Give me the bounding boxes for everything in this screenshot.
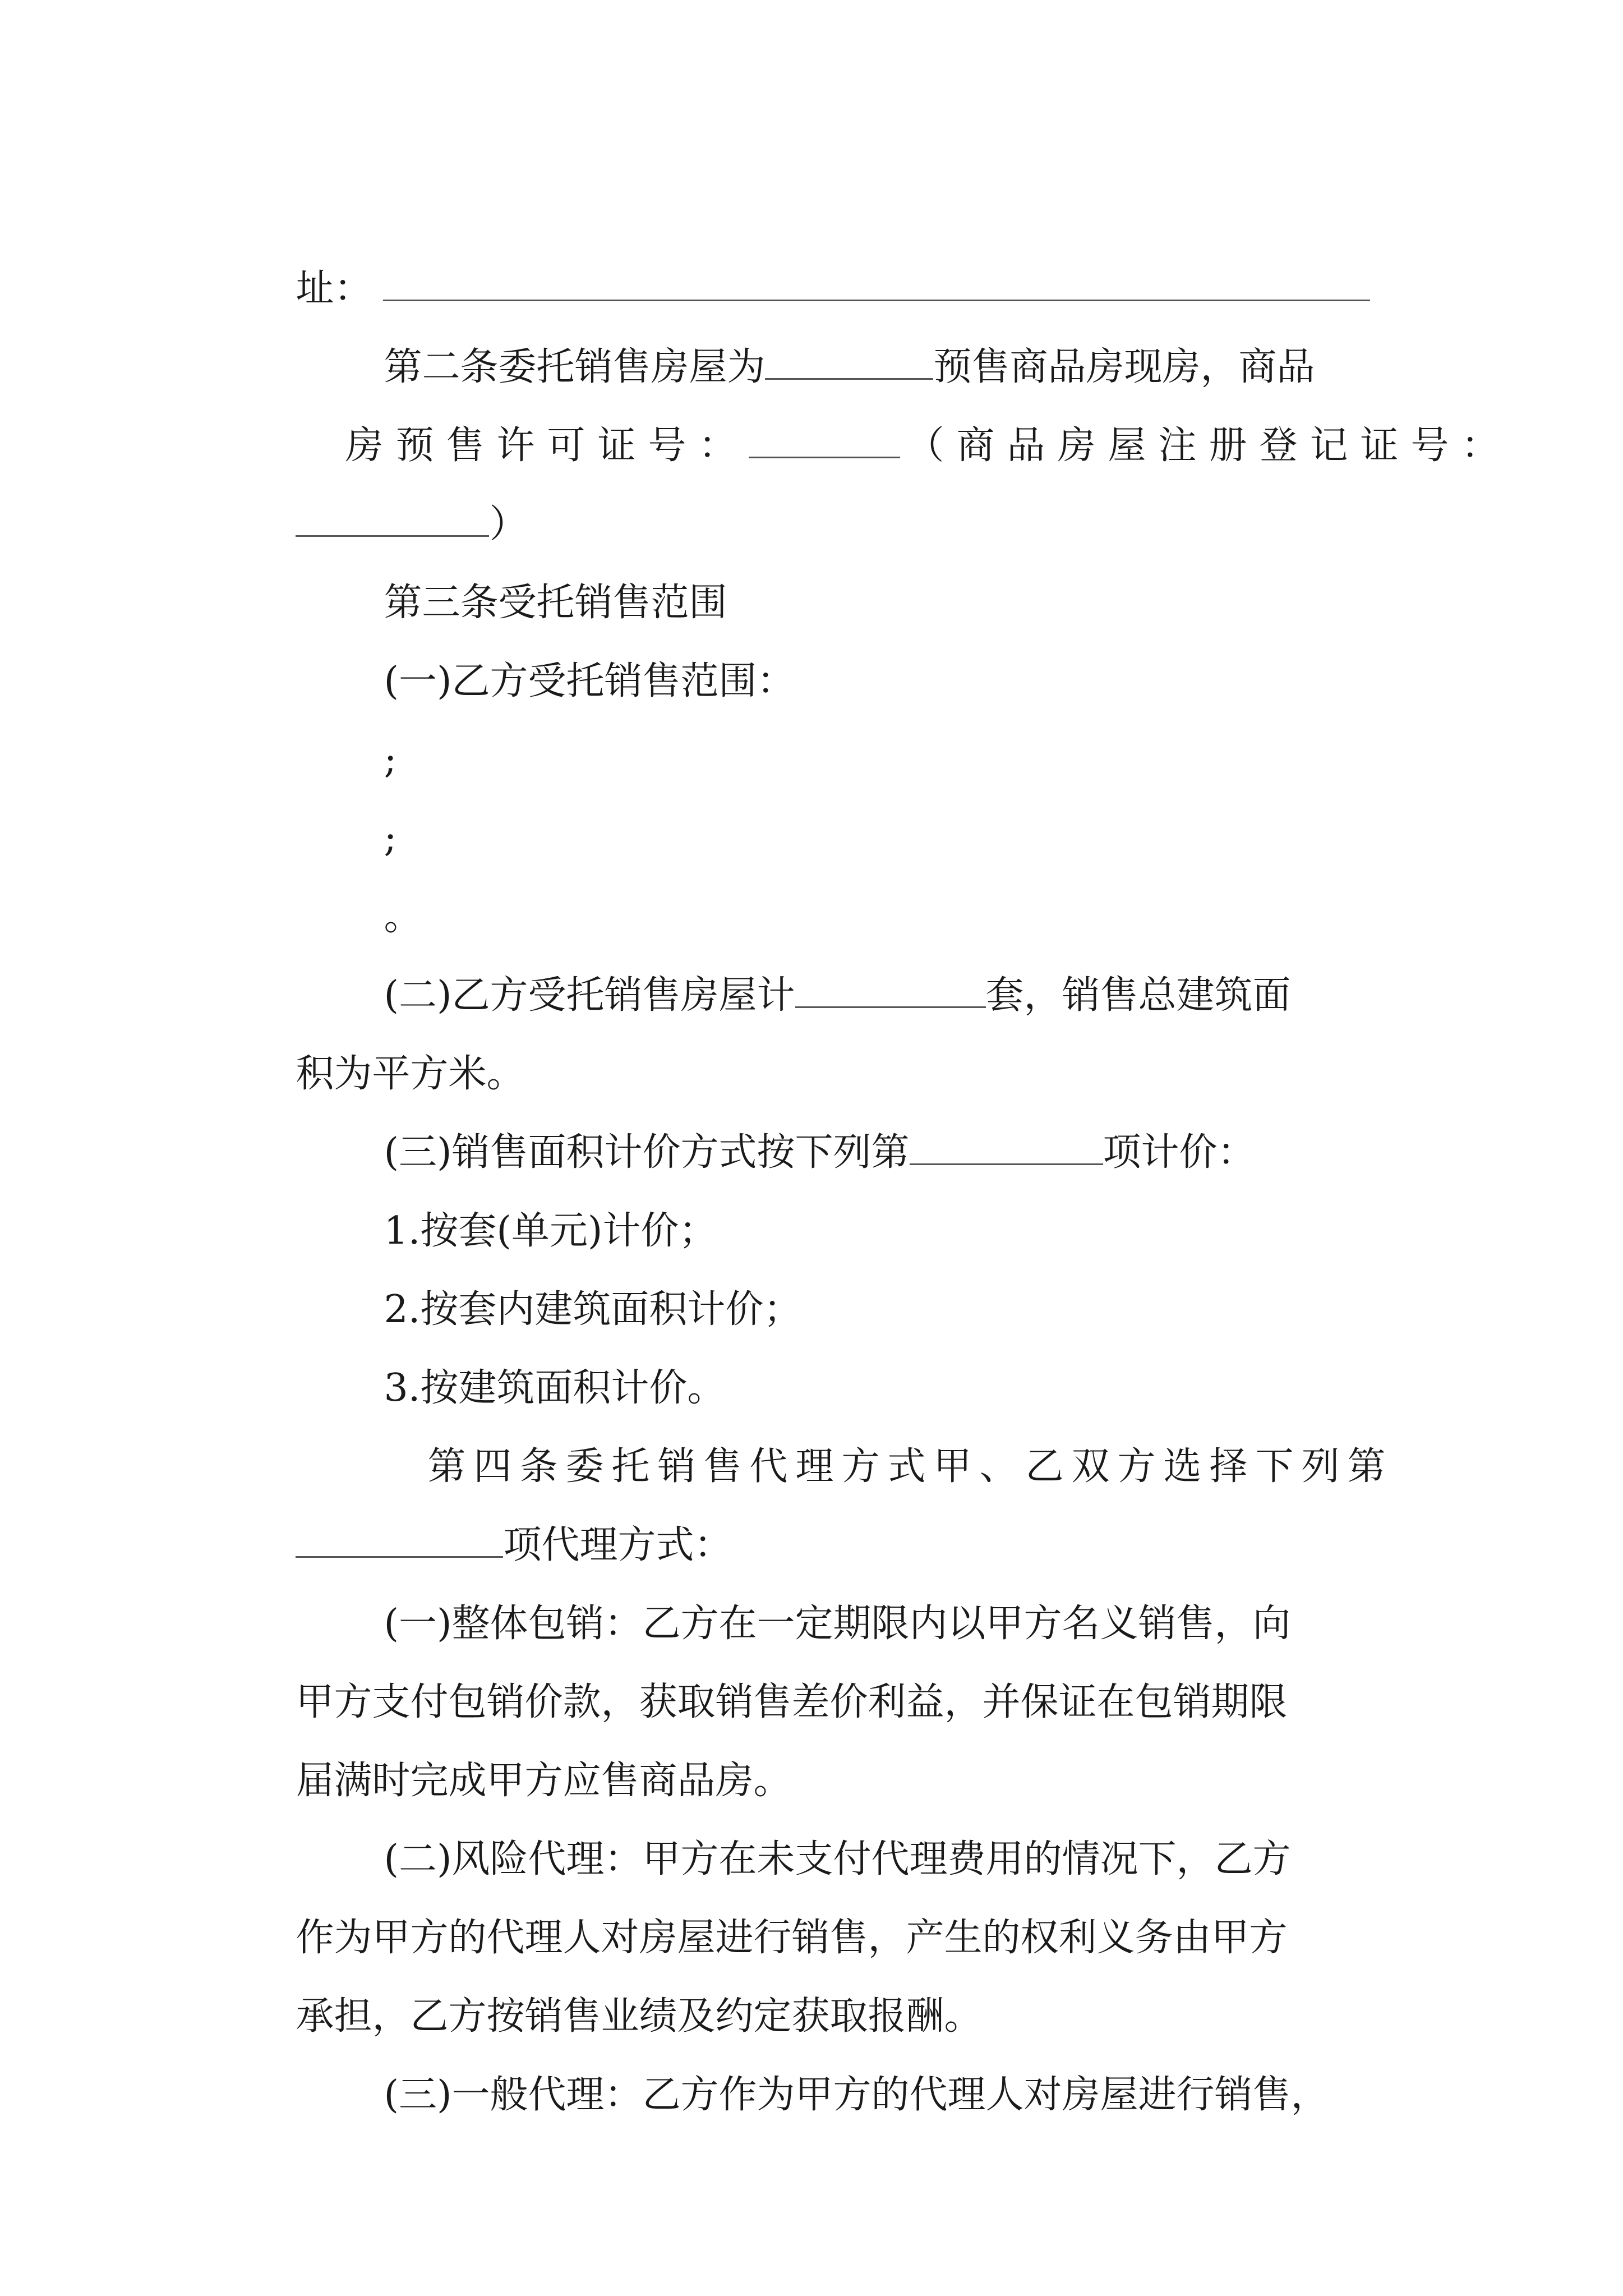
blank-field xyxy=(749,422,900,458)
clause-3-1-item xyxy=(335,676,397,782)
blank-field xyxy=(910,1129,1103,1165)
blank-field xyxy=(795,972,986,1008)
text: 址： xyxy=(296,266,372,311)
clause-4-2-line-3 xyxy=(247,1932,983,2039)
text: 积为平方米。 xyxy=(296,1052,525,1096)
clause-4-1-line-2 xyxy=(247,1618,1288,1724)
text: ; xyxy=(384,738,397,782)
text: 。 xyxy=(384,895,422,939)
pricing-option-3 xyxy=(335,1304,726,1410)
clause-4-1-line-3 xyxy=(247,1697,792,1803)
clause-3-2-line-1 xyxy=(335,912,1291,1018)
text: (一)乙方受托销售范围： xyxy=(384,659,795,703)
article-2-line-3 xyxy=(247,440,528,546)
text: 承担，乙方按销售业绩及约定获取报酬。 xyxy=(296,1994,983,2039)
text: 第三条受托销售范围 xyxy=(384,581,727,625)
text: 3.按建筑面积计价。 xyxy=(384,1366,726,1410)
clause-4-1-line-1 xyxy=(335,1540,1291,1646)
text: 第二条委托销售房屋为 xyxy=(384,345,766,389)
clause-3-1-item xyxy=(335,833,422,939)
text: (一)整体包销：乙方在一定期限内以甲方名义销售，向 xyxy=(384,1602,1291,1646)
article-2-line-1 xyxy=(335,283,1315,389)
text: 项计价： xyxy=(1103,1130,1256,1175)
text: (三)销售面积计价方式按下列第 xyxy=(384,1130,910,1175)
text: 作为甲方的代理人对房屋进行销售，产生的权利义务由甲方 xyxy=(296,1916,1288,1960)
pricing-option-2 xyxy=(335,1226,802,1332)
clause-3-1-item xyxy=(335,754,397,861)
text: 项代理方式： xyxy=(503,1523,732,1567)
clause-4-2-line-1 xyxy=(335,1775,1291,1881)
text: （商品房屋注册登记证号： xyxy=(906,424,1512,468)
article-3-heading xyxy=(335,519,727,625)
clause-4-3-line-1 xyxy=(335,2011,1329,2117)
text: (三)一般代理：乙方作为甲方的代理人对房屋进行销售， xyxy=(384,2073,1329,2117)
text: 预售商品房现房，商品 xyxy=(933,345,1315,389)
pricing-option-1 xyxy=(335,1147,717,1253)
text: ） xyxy=(489,502,528,546)
text: 房预售许可证号： xyxy=(345,424,749,468)
clause-3-3 xyxy=(335,1069,1256,1175)
line-address xyxy=(247,205,1370,311)
text: 套，销售总建筑面 xyxy=(985,973,1291,1018)
text: 1.按套(单元)计价； xyxy=(384,1209,717,1253)
text: (二)乙方受托销售房屋计 xyxy=(384,973,795,1018)
text: 届满时完成甲方应售商品房。 xyxy=(296,1759,792,1803)
clause-3-2-line-2 xyxy=(247,990,525,1096)
text: 第四条委托销售代理方式甲、乙双方选择下列第 xyxy=(427,1444,1394,1489)
clause-3-1 xyxy=(335,597,795,703)
article-2-line-2 xyxy=(247,362,1512,468)
text: 2.按套内建筑面积计价； xyxy=(384,1287,802,1332)
clause-4-2-line-2 xyxy=(247,1854,1288,1960)
text: ; xyxy=(384,816,397,861)
article-4-line-1 xyxy=(348,1383,1394,1489)
text: 甲方支付包销价款，获取销售差价利益，并保证在包销期限 xyxy=(296,1680,1288,1724)
text: (二)风险代理：甲方在未支付代理费用的情况下，乙方 xyxy=(384,1837,1291,1881)
article-4-line-2 xyxy=(247,1461,732,1567)
